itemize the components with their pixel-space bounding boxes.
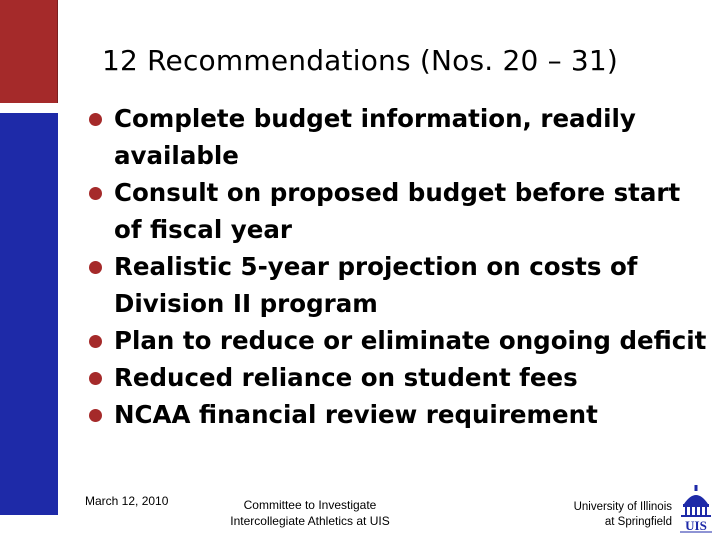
footer-university-line2: at Springfield: [604, 516, 672, 528]
bullet-dot-icon: [88, 174, 114, 211]
bullet-dot-icon: [88, 396, 114, 433]
blue-accent-bar: [0, 113, 58, 515]
bullet-text: Complete budget information, readily available: [114, 104, 636, 170]
red-accent-bar: [0, 0, 58, 103]
footer-committee-line2: Intercollegiate Athletics at UIS: [230, 514, 390, 528]
bullet-text: Realistic 5-year projection on costs of Division II program: [114, 252, 638, 318]
bullet-dot-icon: [88, 322, 114, 359]
bullet-item: [88, 396, 708, 433]
slide-title: 12 Recommendations (Nos. 20 – 31): [102, 44, 619, 77]
bullet-text: Reduced reliance on student fees: [114, 363, 578, 392]
footer-committee: [200, 497, 420, 529]
bullet-text: NCAA financial review requirement: [114, 400, 598, 429]
bullet-dot-icon: [88, 359, 114, 396]
bullet-list: [88, 100, 708, 433]
uis-logo-icon: [674, 484, 718, 534]
bullet-text: Consult on proposed budget before start of fiscal year: [114, 178, 681, 244]
footer-university-line1: University of Illinois: [573, 501, 672, 513]
bullet-text: Plan to reduce or eliminate ongoing deficit: [114, 326, 707, 355]
logo-text: UIS: [685, 518, 707, 533]
footer-university: [540, 500, 672, 530]
bullet-item: [88, 359, 708, 396]
bullet-dot-icon: [88, 100, 114, 137]
footer-date: March 12, 2010: [85, 494, 169, 508]
footer-committee-line1: Committee to Investigate: [243, 498, 377, 512]
bullet-item: [88, 100, 708, 174]
bullet-dot-icon: [88, 248, 114, 285]
bullet-item: [88, 322, 708, 359]
bullet-item: [88, 174, 708, 248]
bullet-item: [88, 248, 708, 322]
